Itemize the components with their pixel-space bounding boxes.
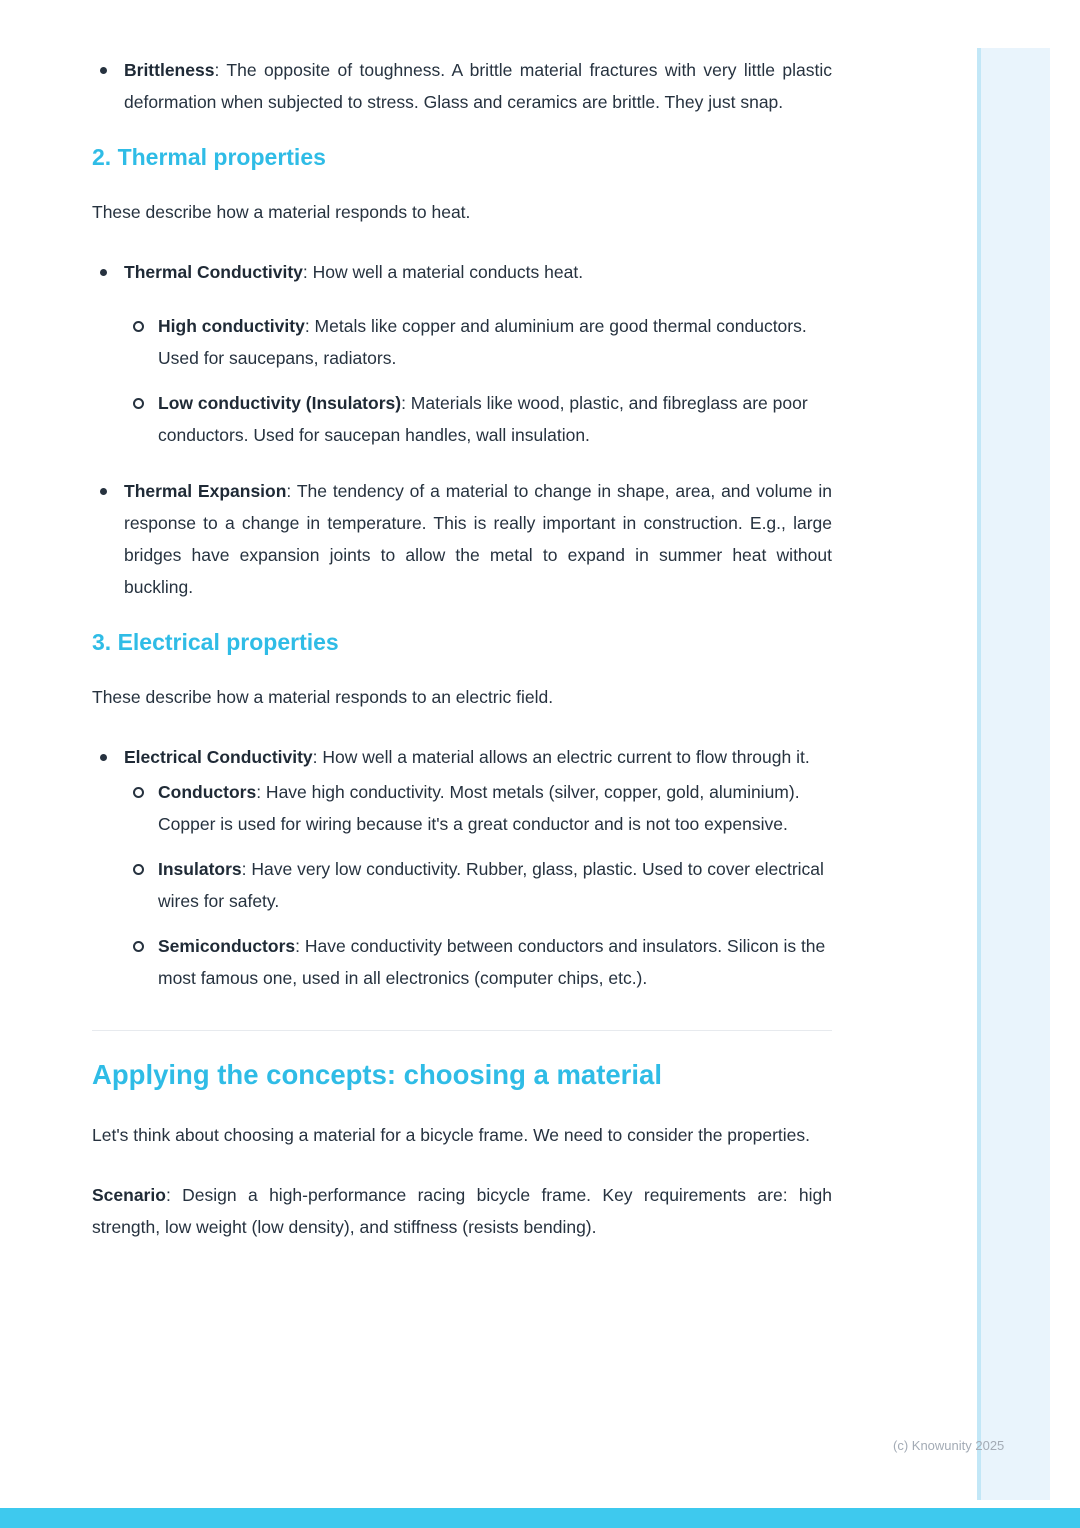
thermal-intro-paragraph: These describe how a material responds to heat. xyxy=(92,202,471,222)
thermal-sub-list xyxy=(124,310,832,451)
thermal-bullet-list xyxy=(92,256,832,603)
electrical-sub-list xyxy=(124,776,832,994)
bullet-text: : Metals like copper and aluminium are good thermal conductors. Used for saucepans, radiators. xyxy=(158,316,807,368)
term-low-conductivity: Low conductivity (Insulators) xyxy=(158,393,402,413)
bottom-accent-bar xyxy=(0,1508,1080,1528)
list-item-semiconductors xyxy=(124,930,832,994)
term-thermal-conductivity: Thermal Conductivity xyxy=(124,262,303,282)
list-item-brittleness xyxy=(92,54,832,118)
bullet-text: : The tendency of a material to change in shape, area, and volume in response to a change in temperature. This is really important in construction. E.g., large bridges have expansion joints to allow the metal to expand in summer heat without buckling. xyxy=(124,481,832,597)
bullet-text: : How well a material allows an electric current to flow through it. xyxy=(312,747,810,767)
right-margin-accent-bar xyxy=(977,48,1050,1500)
list-item-thermal-expansion xyxy=(92,475,832,603)
term-thermal-expansion: Thermal Expansion xyxy=(124,481,287,501)
heading-thermal-properties: 2. Thermal properties xyxy=(92,144,326,170)
section-divider xyxy=(92,1030,832,1031)
bullet-text: : How well a material conducts heat. xyxy=(302,262,584,282)
list-item-insulators xyxy=(124,853,832,917)
list-item-electrical-conductivity xyxy=(92,741,832,994)
scenario-paragraph xyxy=(92,1179,832,1243)
term-scenario: Scenario xyxy=(92,1185,166,1205)
term-conductors: Conductors xyxy=(158,782,257,802)
list-item-conductors xyxy=(124,776,832,840)
term-high-conductivity: High conductivity xyxy=(158,316,305,336)
heading-applying-concepts: Applying the concepts: choosing a material xyxy=(92,1059,662,1090)
bullet-text: : Have very low conductivity. Rubber, glass, plastic. Used to cover electrical wires for safety. xyxy=(158,859,824,911)
bullet-text: : Have high conductivity. Most metals (silver, copper, gold, aluminium). Copper is used for wiring because it's a great conductor and is not too expensive. xyxy=(158,782,800,834)
bullet-text: : Have conductivity between conductors and insulators. Silicon is the most famous one, used in all electronics (computer chips, etc.). xyxy=(158,936,826,988)
electrical-intro-paragraph: These describe how a material responds to an electric field. xyxy=(92,687,554,707)
list-item-high-conductivity xyxy=(124,310,832,374)
top-bullet-list xyxy=(92,54,832,118)
list-item-thermal-conductivity xyxy=(92,256,832,451)
term-electrical-conductivity: Electrical Conductivity xyxy=(124,747,313,767)
term-semiconductors: Semiconductors xyxy=(158,936,296,956)
paragraph-text: : Design a high-performance racing bicycle frame. Key requirements are: high strength, low weight (low density), and stiffness (resists bending). xyxy=(92,1185,832,1237)
electrical-bullet-list xyxy=(92,741,832,994)
heading-electrical-properties: 3. Electrical properties xyxy=(92,629,339,655)
term-brittleness: Brittleness xyxy=(124,60,215,80)
list-item-low-conductivity xyxy=(124,387,832,451)
copyright-watermark: (c) Knowunity 2025 xyxy=(893,1438,1005,1453)
bullet-text: : Materials like wood, plastic, and fibreglass are poor conductors. Used for saucepan handles, wall insulation. xyxy=(158,393,808,445)
term-insulators: Insulators xyxy=(158,859,242,879)
bullet-text: : The opposite of toughness. A brittle material fractures with very little plastic deformation when subjected to stress. Glass and ceramics are brittle. They just snap. xyxy=(124,60,832,112)
applying-intro-paragraph: Let's think about choosing a material for a bicycle frame. We need to consider the properties. xyxy=(92,1125,810,1145)
